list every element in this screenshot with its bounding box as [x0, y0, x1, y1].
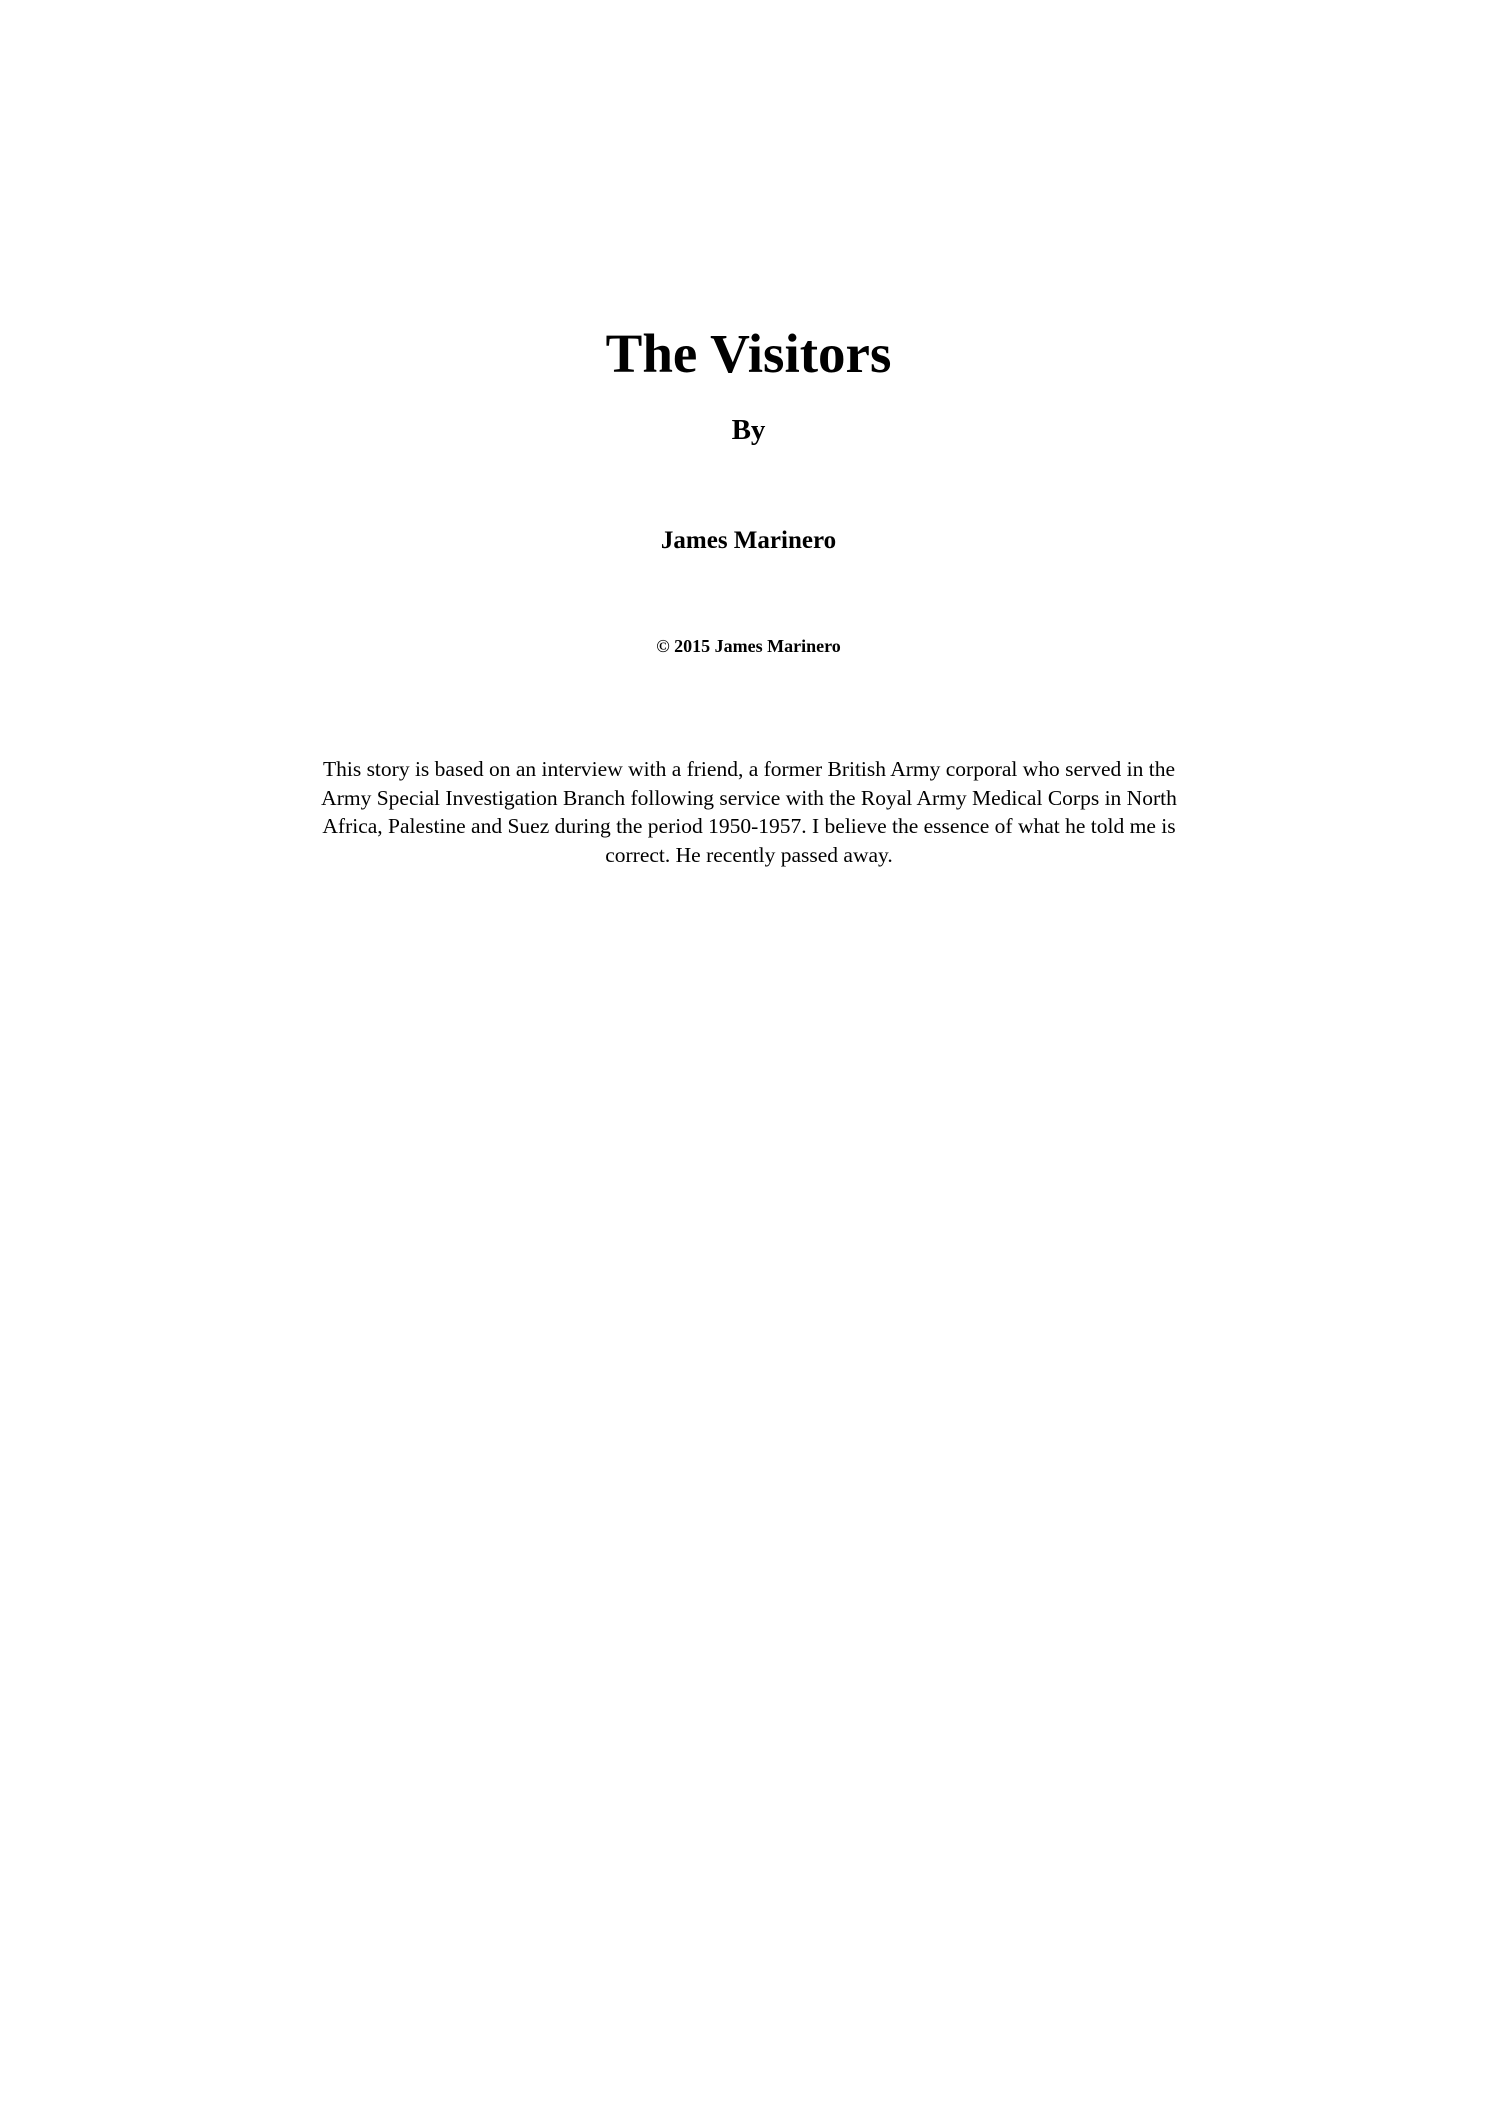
intro-paragraph: This story is based on an interview with a friend, a former British Army corporal who served in the Army Special Investigation Branch following service with the Royal Army Medical Corps in North Africa, Palestine and Suez during the period 1950-1957. I believe the essence of what he told me is correct. He recently passed away. [321, 757, 1177, 867]
document-title: The Visitors [605, 323, 892, 384]
by-line: By [731, 414, 766, 446]
copyright-notice: © 2015 James Marinero [656, 636, 841, 656]
author-name: James Marinero [660, 527, 837, 554]
